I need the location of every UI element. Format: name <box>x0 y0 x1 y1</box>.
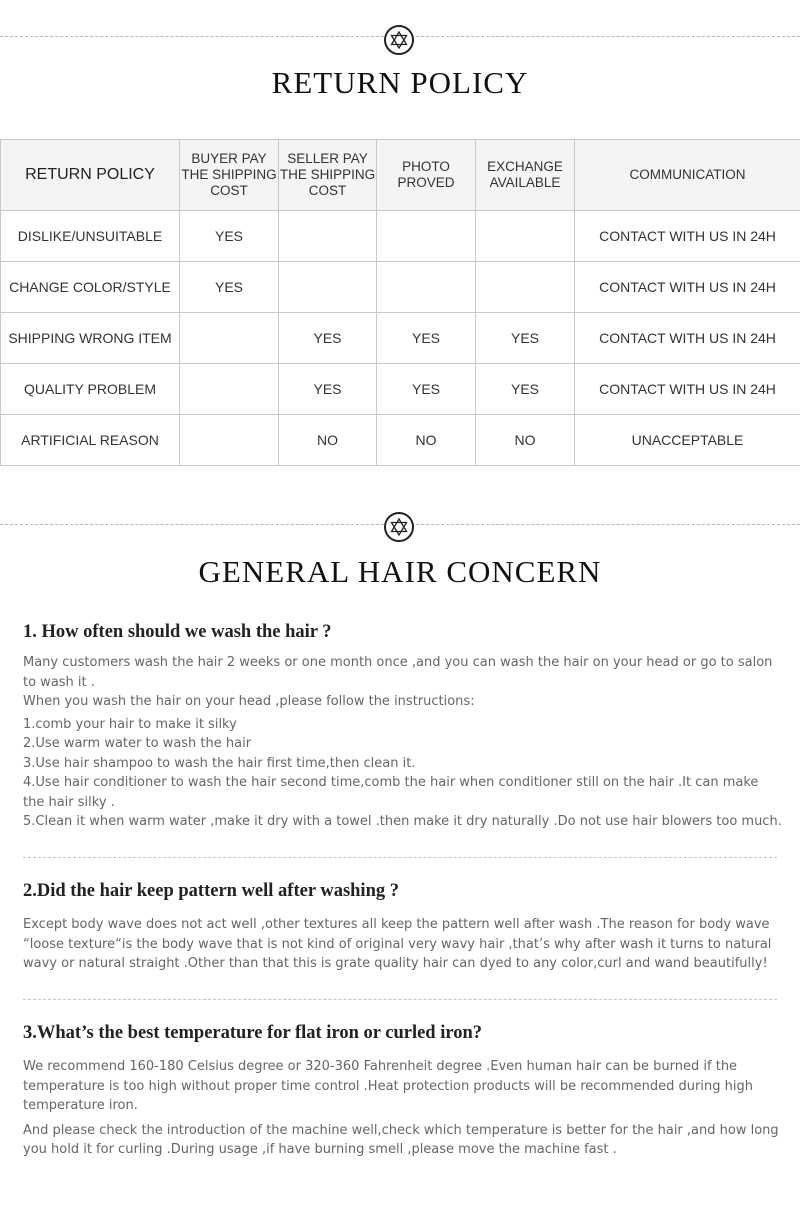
instruction-step: 1.comb your hair to make it silky <box>23 716 237 732</box>
table-cell <box>180 415 279 466</box>
column-header: COMMUNICATION <box>575 140 800 211</box>
table-cell: ARTIFICIAL REASON <box>1 415 180 466</box>
instruction-step: 3.Use hair shampoo to wash the hair first time,then clean it. <box>23 755 416 771</box>
table-cell <box>180 313 279 364</box>
instruction-step: 4.Use hair conditioner to wash the hair second time,comb the hair when conditioner still on the hair .It can make the hair silky . <box>23 775 759 810</box>
table-cell: YES <box>180 211 279 262</box>
instruction-step: 5.Clean it when warm water ,make it dry with a towel .then make it dry naturally .Do not use hair blowers too much. <box>23 814 782 829</box>
faq-question-1: 1. How often should we wash the hair ? <box>23 622 332 642</box>
table-cell: YES <box>476 313 575 364</box>
table-row <box>1 364 800 415</box>
table-cell <box>377 211 476 262</box>
table-cell: CONTACT WITH US IN 24H <box>575 211 800 262</box>
table-cell: CONTACT WITH US IN 24H <box>575 313 800 364</box>
table-cell: YES <box>279 364 377 415</box>
table-cell: UNACCEPTABLE <box>575 415 800 466</box>
table-cell <box>476 211 575 262</box>
table-cell <box>476 262 575 313</box>
table-cell <box>377 262 476 313</box>
answer-paragraph: And please check the introduction of the machine well,check which temperature is better for the hair ,and how long you hold it for curling .During usage ,if have burning smell ,please move the machine fast . <box>23 1122 779 1157</box>
faq-separator <box>23 999 777 1000</box>
answer-intro: Many customers wash the hair 2 weeks or one month once ,and you can wash the hair on your head or go to salon to wash it . <box>23 655 773 690</box>
table-cell: SHIPPING WRONG ITEM <box>1 313 180 364</box>
table-cell: YES <box>377 313 476 364</box>
table-cell: YES <box>476 364 575 415</box>
return-policy-table <box>0 139 800 466</box>
answer-paragraph: We recommend 160-180 Celsius degree or 320-360 Fahrenheit degree .Even human hair can be burned if the temperature is too high without proper time control .Heat protection products will be recommended during high temperature iron. <box>23 1059 753 1113</box>
table-cell <box>279 262 377 313</box>
table-row <box>1 415 800 466</box>
faq-answer-1 <box>23 653 783 832</box>
table-row <box>1 262 800 313</box>
table-row <box>1 313 800 364</box>
column-header: SELLER PAY THE SHIPPING COST <box>279 140 377 211</box>
return-policy-title: RETURN POLICY <box>271 65 529 100</box>
answer-lead: When you wash the hair on your head ,please follow the instructions: <box>23 694 475 709</box>
table-cell: CONTACT WITH US IN 24H <box>575 262 800 313</box>
column-header: BUYER PAY THE SHIPPING COST <box>180 140 279 211</box>
table-cell <box>180 364 279 415</box>
table-cell: CHANGE COLOR/STYLE <box>1 262 180 313</box>
table-cell: YES <box>377 364 476 415</box>
star-of-david-icon <box>384 512 414 542</box>
column-header: RETURN POLICY <box>1 140 180 211</box>
table-header-row <box>1 140 800 211</box>
faq-question-3: 3.What’s the best temperature for flat iron or curled iron? <box>23 1023 483 1043</box>
column-header: PHOTO PROVED <box>377 140 476 211</box>
table-cell: YES <box>279 313 377 364</box>
faq-answer-3 <box>23 1057 783 1160</box>
table-row <box>1 211 800 262</box>
star-of-david-icon <box>384 25 414 55</box>
faq-answer-2: Except body wave does not act well ,other textures all keep the pattern well after wash .The reason for body wave “loose texture“is the body wave that is not kind of original very wavy hair ,that’s why after wash it turns to natural wavy or natural straight .Other than that this is grate quality hair can dyed to any color,curl and wand beautifully! <box>23 917 772 971</box>
column-header: EXCHANGE AVAILABLE <box>476 140 575 211</box>
table-cell: QUALITY PROBLEM <box>1 364 180 415</box>
faq-separator <box>23 857 777 858</box>
table-cell: YES <box>180 262 279 313</box>
table-cell: NO <box>279 415 377 466</box>
faq-question-2: 2.Did the hair keep pattern well after washing ? <box>23 881 399 901</box>
instruction-step: 2.Use warm water to wash the hair <box>23 736 252 751</box>
table-cell: NO <box>476 415 575 466</box>
table-cell: NO <box>377 415 476 466</box>
table-cell: CONTACT WITH US IN 24H <box>575 364 800 415</box>
general-hair-concern-title: GENERAL HAIR CONCERN <box>198 554 602 589</box>
table-cell: DISLIKE/UNSUITABLE <box>1 211 180 262</box>
table-cell <box>279 211 377 262</box>
